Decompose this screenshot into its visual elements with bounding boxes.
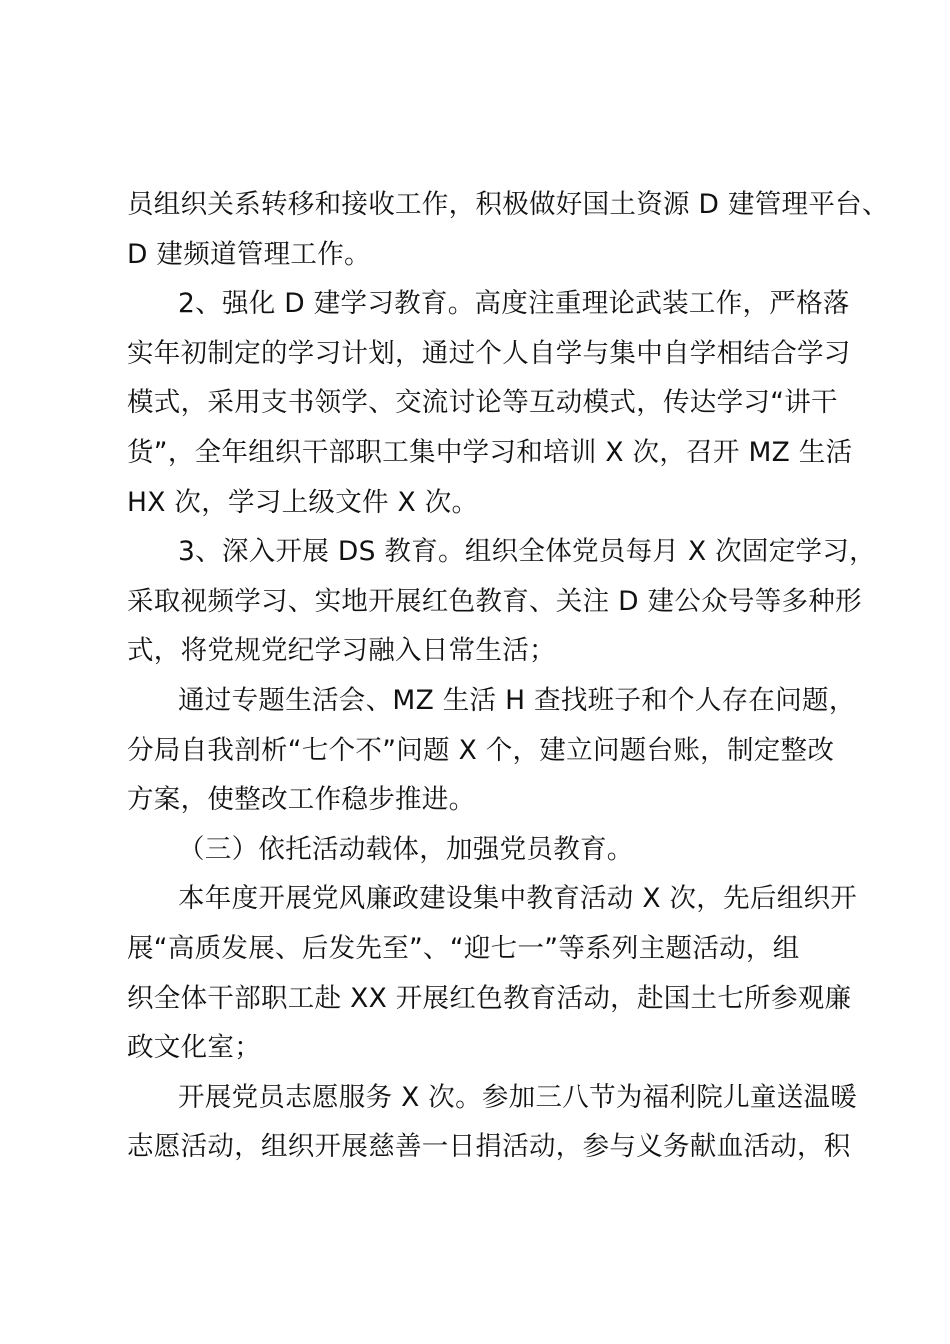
text-line: 通过专题生活会、MZ 生活 H 查找班子和个人存在问题，: [178, 684, 856, 716]
text-line: 分局自我剖析“七个不”问题 X 个，建立问题台账，制定整改: [127, 734, 835, 766]
text-line: 采取视频学习、实地开展红色教育、关注 D 建公众号等多种形: [127, 585, 862, 617]
document-body: [127, 180, 889, 1172]
text-line: 开展党员志愿服务 X 次。参加三八节为福利院儿童送温暖: [178, 1081, 858, 1113]
text-line: D 建频道管理工作。: [127, 238, 371, 270]
text-line: 2、强化 D 建学习教育。高度注重理论武装工作，严格落: [178, 288, 850, 320]
text-line: 货”，全年组织干部职工集中学习和培训 X 次，召开 MZ 生活: [127, 436, 853, 468]
text-line: 实年初制定的学习计划，通过个人自学与集中自学相结合学习: [127, 337, 851, 369]
text-line: HX 次，学习上级文件 X 次。: [127, 486, 479, 518]
text-line: 志愿活动，组织开展慈善一日捐活动，参与义务献血活动，积: [127, 1131, 851, 1163]
text-line: 本年度开展党风廉政建设集中教育活动 X 次，先后组织开: [178, 883, 858, 915]
text-line: 式，将党规党纪学习融入日常生活；: [127, 635, 556, 667]
text-line: 政文化室；: [127, 1032, 261, 1064]
text-line: 织全体干部职工赴 XX 开展红色教育活动，赴国土七所参观廉: [127, 982, 852, 1014]
text-line: 模式，采用支书领学、交流讨论等互动模式，传达学习“讲干: [127, 387, 838, 419]
text-line: （三）依托活动载体，加强党员教育。: [178, 833, 634, 865]
text-line: 方案，使整改工作稳步推进。: [127, 784, 476, 816]
text-line: 3、深入开展 DS 教育。组织全体党员每月 X 次固定学习，: [178, 536, 876, 568]
text-line: 展“高质发展、后发先至”、“迎七一”等系列主题活动，组: [127, 932, 800, 964]
text-line: 员组织关系转移和接收工作，积极做好国土资源 D 建管理平台、: [127, 189, 889, 220]
